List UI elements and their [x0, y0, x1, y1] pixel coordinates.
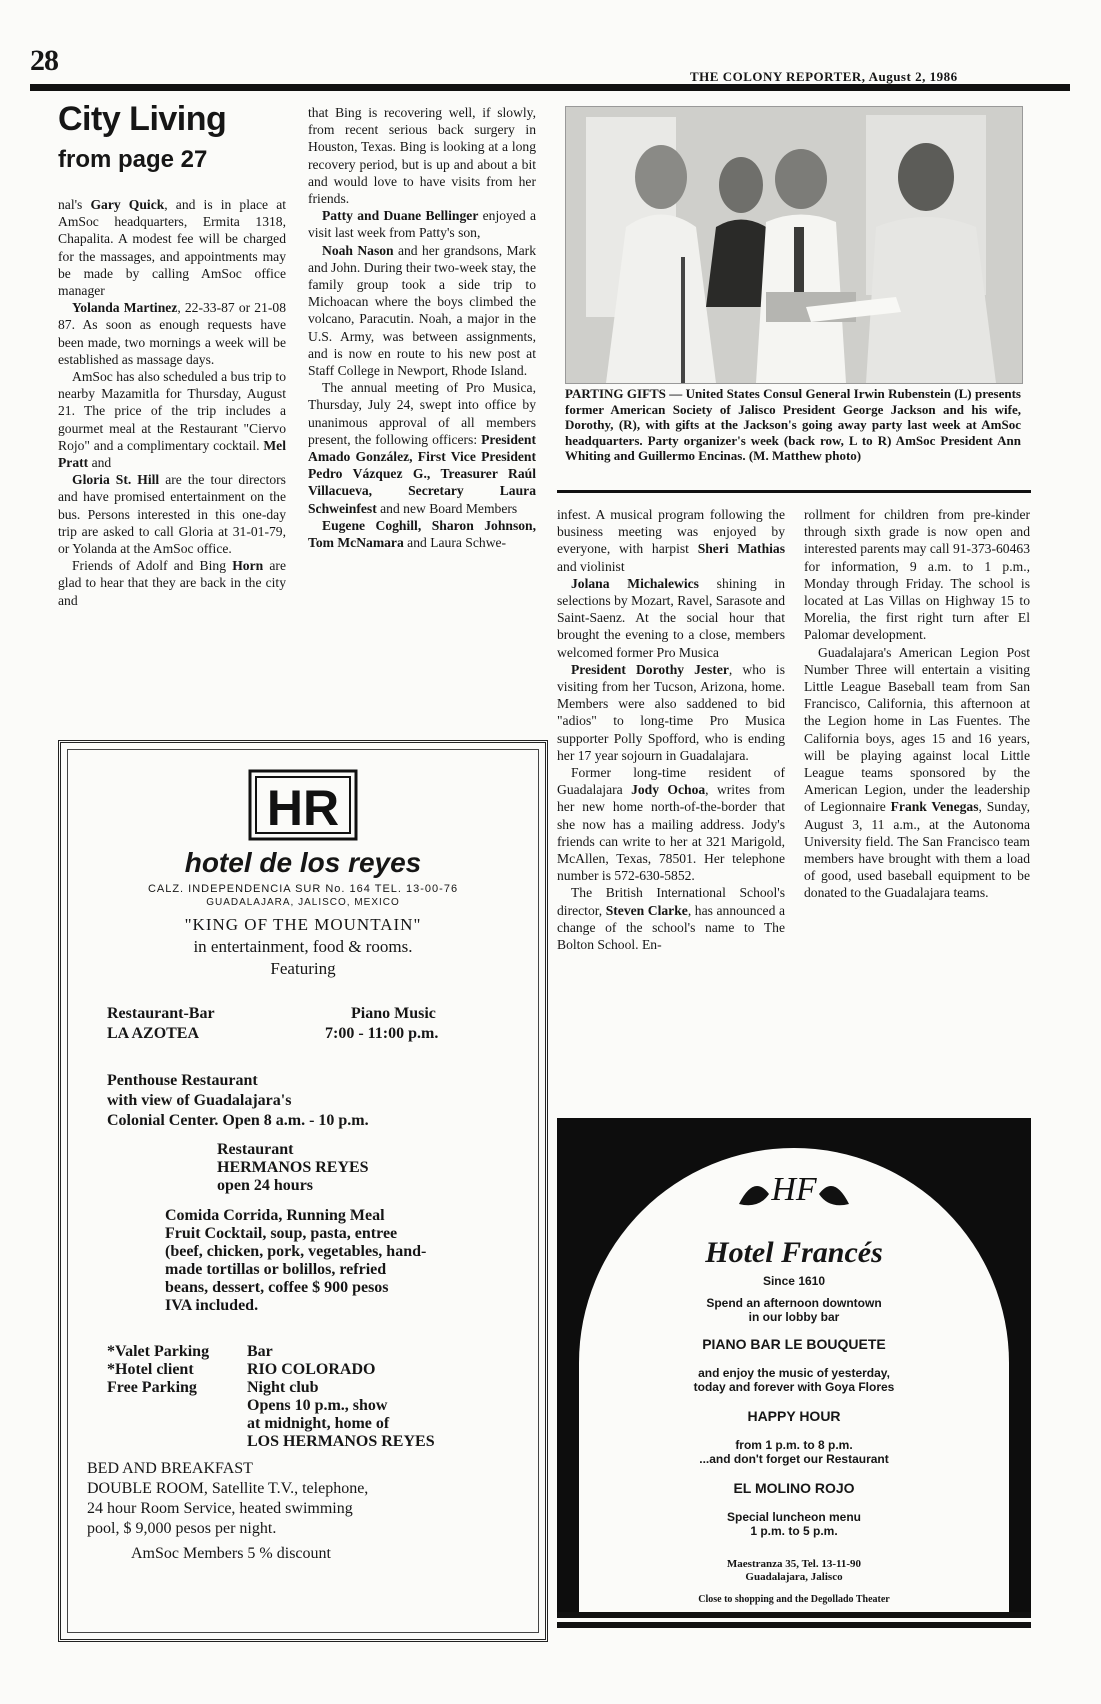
paragraph-text: and new Board Members — [376, 500, 518, 516]
headline: City Living — [58, 100, 227, 138]
paragraph-text: enjoyed a visit last week from Patty's son, — [308, 208, 536, 241]
ad-line: RIO COLORADO — [247, 1361, 376, 1378]
ad-line: Maestranza 35, Tel. 13-11-90 — [726, 1558, 862, 1570]
svg-text:HR: HR — [266, 780, 340, 836]
paragraph — [557, 506, 785, 575]
paragraph-text: and — [88, 455, 112, 471]
column-1 — [58, 196, 286, 609]
ad-line: Comida Corrida, Running Meal — [165, 1207, 385, 1224]
ad-line: IVA included. — [165, 1297, 259, 1314]
paragraph — [804, 506, 1030, 644]
hf-bar-1 — [557, 1612, 1031, 1618]
paragraph — [58, 299, 286, 368]
column-3 — [557, 506, 785, 953]
ad-line: BED AND BREAKFAST — [87, 1460, 253, 1477]
ad-line: Free Parking — [107, 1379, 197, 1396]
paragraph-text: , who is visiting from her Tucson, Arizona, home. Members were also saddened to bid "adios" to long-time Pro Musica supporter Polly Spofford, who is ending her 17 year sojourn in Guadalajara. — [557, 661, 785, 763]
ad-line: Opens 10 p.m., show — [247, 1397, 388, 1414]
hf-line1 — [557, 1296, 1031, 1324]
hr-restaurant — [217, 1141, 369, 1195]
paragraph-text: nal's — [58, 197, 91, 212]
paragraph-text: are glad to hear that they are back in the city and — [58, 558, 286, 608]
paragraph-text: , Sunday, August 3, 11 a.m., at the Autonoma University field. The San Francisco team members have brought with them a load of good, used baseball equipment to be donated to the Guadalajara teams. — [804, 799, 1030, 901]
ad-line: open 24 hours — [217, 1177, 314, 1194]
photo-rule — [557, 490, 1031, 493]
ad-line: pool, $ 9,000 pesos per night. — [87, 1520, 277, 1537]
paragraph-text: The British International School's director, — [557, 885, 785, 918]
ad-line: Special luncheon menu — [726, 1510, 862, 1524]
bold-name: Patty and Duane Bellinger — [322, 208, 479, 224]
ad-line: HERMANOS REYES — [217, 1159, 369, 1176]
paragraph-text: are the tour directors and have promised entertainment on the bus. Persons interested in this one-day trip are asked to call Gloria at 31-01-79, or Yolanda at the AmSoc office. — [58, 472, 286, 557]
hr-comida — [165, 1207, 426, 1315]
paragraph — [557, 661, 785, 764]
paragraph-text: AmSoc has also scheduled a bus trip to nearby Mazamitla for Thursday, August 21. The price of the trip includes a gourmet meal at the Restaurant "Ciervo Rojo" and a complimentary cocktail. — [58, 369, 286, 453]
hr-address-2: GUADALAJARA, JALISCO, MEXICO — [206, 897, 400, 908]
hr-featuring: Featuring — [270, 959, 336, 978]
paragraph-text: rollment for children from pre-kinder through sixth grade is now open and interested parents may call 91-373-60463 for information, 9 a.m. to 1 p.m., Monday through Friday. The school is located at Las Villas on Highway 15 to Morelia, the first right turn after El Palomar development. — [804, 507, 1030, 643]
hr-restaurant-bar-label: Restaurant-Bar — [107, 1005, 215, 1022]
hr-tagline: "KING OF THE MOUNTAIN" — [184, 915, 422, 934]
bold-name: Yolanda Martinez — [72, 300, 178, 316]
bold-name: President Dorothy Jester — [571, 661, 729, 677]
ad-line: and enjoy the music of yesterday, — [698, 1366, 890, 1380]
hr-bnb — [87, 1459, 368, 1539]
hf-molino: EL MOLINO ROJO — [733, 1480, 855, 1496]
ad-line: Penthouse Restaurant — [107, 1072, 258, 1089]
paragraph — [58, 557, 286, 609]
paragraph-text: , has announced a change of the school's name to The Bolton School. En- — [557, 902, 785, 953]
bold-name: Mel Pratt — [58, 437, 286, 471]
bold-name: Frank Venegas — [890, 799, 979, 815]
ad-line: *Hotel client — [107, 1361, 194, 1378]
bold-name: Noah Nason — [322, 242, 394, 258]
ad-line: Restaurant — [217, 1141, 294, 1158]
hr-name: hotel de los reyes — [184, 847, 422, 878]
ad-line: LOS HERMANOS REYES — [247, 1433, 435, 1450]
column-2 — [308, 104, 536, 551]
bold-name: Jolana Michalewics — [571, 575, 699, 591]
svg-text:HF: HF — [771, 1171, 817, 1208]
paragraph-text: that Bing is recovering well, if slowly, from recent serious back surgery in Houston, Texas. Bing is looking at a long recovery period, but is up and about a bit and would love to have visits from her friends. — [308, 105, 536, 207]
hf-footer-strip — [557, 1590, 1031, 1640]
ad-line: Spend an afternoon downtown — [706, 1296, 882, 1310]
ad-line: Night club — [247, 1379, 319, 1396]
subhead: from page 27 — [58, 146, 208, 173]
paragraph — [58, 471, 286, 557]
bold-name: Gary Quick — [90, 197, 165, 212]
hr-logo — [61, 769, 545, 846]
top-rule — [30, 84, 1070, 91]
paragraph-text: , and is in place at AmSoc headquarters, Ermita 1318, Chapalita. A modest fee will be charged for the massages, and appointments may be made by calling AmSoc office manager — [58, 197, 287, 299]
photo-caption: PARTING GIFTS — United States Consul General Irwin Rubenstein (L) presents former American Society of Jalisco President George Jackson and his wife, Dorothy, (R), with gifts at the Jackson's going away party last week at AmSoc headquarters. Party organizer's week (back row, L to R) AmSoc President Ann Whiting and Guillermo Encinas. (M. Matthew photo) — [565, 386, 1021, 463]
masthead: THE COLONY REPORTER, August 2, 1986 — [690, 69, 958, 84]
bold-name: Jody Ochoa — [631, 782, 706, 798]
bold-name: President Amado González, First Vice President Pedro Vázquez G., Treasurer Raúl Villacueva, Secretary Laura Schweinfest — [308, 431, 536, 516]
paragraph-text: Former long-time resident of Guadalajara — [557, 765, 785, 798]
ad-line: Bar — [247, 1343, 273, 1360]
paragraph-text: , writes from her new home north-of-the-border that she now has a mailing address. Jody's friends can write to her at 321 Marigold, McAllen, Texas, 78501. Her telephone number is 572-630-5852. — [557, 782, 785, 884]
hr-restaurant-bar-name: LA AZOTEA — [107, 1025, 200, 1042]
paragraph — [308, 104, 536, 207]
ad-line: Colonial Center. Open 8 a.m. - 10 p.m. — [107, 1112, 369, 1129]
paragraph-text: The annual meeting of Pro Musica, Thursday, July 24, swept into office by unanimous approval of all members present, the following officers: — [308, 380, 536, 447]
paragraph-text: infest. A musical program following the business meeting was enjoyed by everyone, with harpist — [557, 507, 785, 557]
ad-line: with view of Guadalajara's — [107, 1092, 292, 1109]
paragraph-text: and violinist — [557, 558, 625, 574]
hf-line3 — [557, 1438, 1031, 1466]
hr-discount: AmSoc Members 5 % discount — [131, 1545, 331, 1562]
hr-address-1: CALZ. INDEPENDENCIA SUR No. 164 TEL. 13-00-76 — [147, 883, 459, 895]
paragraph — [308, 207, 536, 241]
column-4 — [804, 506, 1030, 902]
hf-line4 — [557, 1510, 1031, 1538]
bold-name: Gloria St. Hill — [72, 472, 160, 488]
hf-since: Since 1610 — [762, 1274, 826, 1288]
hf-monogram — [557, 1154, 1031, 1229]
paragraph — [308, 379, 536, 517]
paragraph-text: and Laura Schwe- — [403, 535, 507, 551]
paragraph — [557, 764, 785, 884]
hotel-frances-ad — [557, 1118, 1031, 1618]
paragraph — [308, 517, 536, 551]
bold-name: Horn — [232, 558, 264, 574]
hf-line2 — [557, 1366, 1031, 1394]
ad-line: from 1 p.m. to 8 p.m. — [735, 1438, 853, 1452]
hr-bar — [247, 1343, 435, 1451]
paragraph — [804, 644, 1030, 902]
ad-line: beans, dessert, coffee $ 900 pesos — [165, 1279, 389, 1296]
paragraph-text: , 22-33-87 or 21-08 87. As soon as enough requests have been made, two mornings a week will be established as massage days. — [58, 300, 286, 367]
bold-name: Sheri Mathias — [697, 541, 785, 557]
ad-line: Guadalajara, Jalisco — [745, 1571, 843, 1583]
paragraph — [308, 242, 536, 380]
hr-parking — [107, 1343, 209, 1397]
paragraph-text: shining in selections by Mozart, Ravel, Sarasote and Saint-Saenz. At the social hour that brought the evening to a close, members welcomed former Pro Musica — [557, 575, 785, 660]
paragraph-text: and her grandsons, Mark and John. During their two-week stay, the family group took a side trip to Michoacan where the boys climbed the volcano, Paracutin. Noah, a major in the U.S. Army, was between assignments, and is now en route to his new post at Staff College in Newport, Rhode Island. — [308, 242, 536, 379]
ad-line: made tortillas or bolillos, refried — [165, 1261, 387, 1278]
hf-piano: PIANO BAR LE BOUQUETE — [702, 1336, 886, 1352]
paragraph — [58, 368, 286, 471]
ad-line: DOUBLE ROOM, Satellite T.V., telephone, — [87, 1480, 369, 1497]
paragraph — [58, 196, 286, 299]
hr-piano-label: Piano Music — [351, 1005, 436, 1022]
bold-name: Steven Clarke — [605, 902, 688, 918]
ad-line: in our lobby bar — [748, 1310, 840, 1324]
paragraph — [557, 884, 785, 953]
hf-name: Hotel Francés — [705, 1236, 883, 1269]
paragraph-text: Guadalajara's American Legion Post Number Three will entertain a visiting Little League Baseball team from San Francisco, California, this afternoon at the Legion home in Las Fuentes. The California boys, ages 15 and 16 years, will be playing against local Little League teams sponsored by the American Legion, under the leadership of Legionnaire — [804, 644, 1030, 815]
ad-line: *Valet Parking — [107, 1343, 210, 1360]
ad-line: 1 p.m. to 5 p.m. — [750, 1524, 838, 1538]
hr-piano-time: 7:00 - 11:00 p.m. — [325, 1025, 439, 1042]
ad-line: 24 hour Room Service, heated swimming — [87, 1500, 353, 1517]
hr-sub: in entertainment, food & rooms. — [193, 937, 413, 956]
hf-address — [557, 1558, 1031, 1584]
hf-bar-2 — [557, 1622, 1031, 1628]
hotel-reyes-ad — [58, 740, 548, 1642]
ad-line: ...and don't forget our Restaurant — [699, 1452, 889, 1466]
hf-footer: Close to shopping and the Degollado Theater — [698, 1594, 890, 1605]
paragraph — [557, 575, 785, 661]
bold-name: Eugene Coghill, Sharon Johnson, Tom McNamara — [308, 517, 536, 551]
ad-line: at midnight, home of — [247, 1415, 390, 1432]
hr-penthouse — [107, 1071, 369, 1131]
hf-happy: HAPPY HOUR — [747, 1408, 841, 1424]
paragraph-text: Friends of Adolf and Bing — [72, 558, 233, 574]
page-number: 28 — [30, 44, 58, 77]
ad-line: today and forever with Goya Flores — [693, 1380, 895, 1394]
ad-line: Fruit Cocktail, soup, pasta, entree — [165, 1225, 398, 1242]
news-photo — [565, 106, 1023, 384]
ad-line: (beef, chicken, pork, vegetables, hand- — [165, 1243, 427, 1260]
